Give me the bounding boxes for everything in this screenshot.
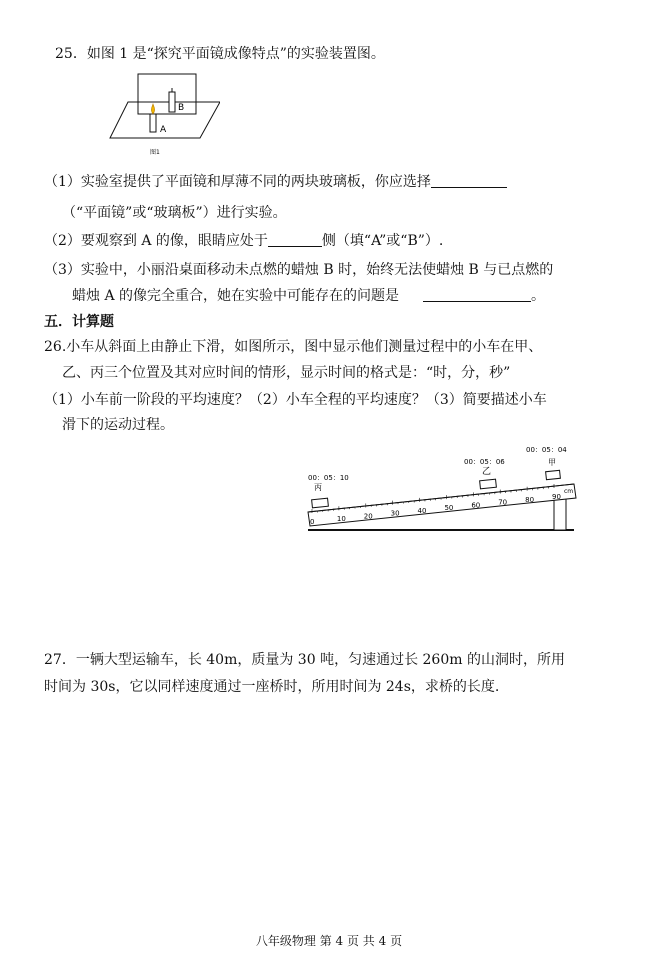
q25-title: 25．如图 1 是“探究平面镜成像特点”的实验装置图。 — [55, 46, 385, 62]
q25-part1-line2: （“平面镜”或“玻璃板”）进行实验。 — [62, 205, 287, 221]
ruler-tick-label: 90 — [552, 493, 561, 501]
candle-b-label: B — [178, 103, 185, 113]
q25-answer-blank-2[interactable] — [268, 232, 322, 247]
ruler — [308, 484, 576, 526]
cart-yi — [464, 458, 505, 489]
ruler-tick-label: 60 — [471, 501, 481, 510]
q26-line2: 乙、丙三个位置及其对应时间的情形，显示时间的格式是：“时，分，秒” — [62, 365, 511, 381]
candle-a-label: A — [160, 125, 167, 135]
q25-part2 — [44, 231, 443, 251]
ruler-unit: cm — [564, 488, 574, 495]
mirror-experiment-figure — [108, 72, 220, 158]
q25-part1-text: （1）实验室提供了平面镜和厚薄不同的两块玻璃板，你应选择 — [44, 174, 431, 190]
candle-a-flame — [151, 104, 154, 114]
figure-caption: 图1 — [150, 149, 160, 156]
cart-jia — [526, 446, 567, 480]
cart-bing — [308, 474, 349, 508]
q25-part3-line1: （3）实验中，小丽沿桌面移动未点燃的蜡烛 B 时，始终无法使蜡烛 B 与已点燃的 — [44, 262, 554, 278]
ruler-tick-label: 30 — [390, 509, 400, 518]
q27-line2: 时间为 30s，它以同样速度通过一座桥时，所用时间为 24s，求桥的长度. — [44, 679, 500, 695]
time-bing: 00：05：10 — [308, 474, 349, 482]
candle-b — [169, 92, 175, 112]
ruler-tick-label: 70 — [498, 498, 508, 507]
time-jia: 00：05：04 — [526, 446, 567, 454]
ruler-tick-label: 80 — [525, 495, 535, 504]
q25-answer-blank-3[interactable] — [423, 287, 531, 302]
ruler-tick-label: 10 — [336, 515, 346, 524]
q25-part3-line2 — [72, 286, 545, 306]
label-yi: 乙 — [482, 467, 492, 477]
ruler-tick-label: 0 — [310, 518, 315, 526]
q25-part1-line1 — [44, 172, 507, 192]
q27-line1: 27．一辆大型运输车，长 40m，质量为 30 吨，匀速通过长 260m 的山洞时，所用 — [44, 652, 565, 668]
ruler-tick-label: 50 — [444, 504, 454, 513]
time-yi: 00：05：06 — [464, 458, 505, 466]
q26-line1: 26.小车从斜面上由静止下滑，如图所示，图中显示他们测量过程中的小车在甲、 — [44, 339, 543, 355]
ruler-tick-label: 40 — [417, 506, 427, 515]
label-jia: 甲 — [548, 458, 556, 467]
ruler-tick-label: 20 — [363, 512, 373, 521]
q25-answer-blank-1[interactable] — [431, 173, 507, 188]
incline-track-figure — [302, 440, 592, 532]
page-footer: 八年级物理 第 4 页 共 4 页 — [255, 934, 403, 948]
q25-part2-text: （2）要观察到 A 的像，眼睛应处于 — [44, 233, 268, 249]
q26-line4: 滑下的运动过程。 — [62, 417, 174, 433]
support-post — [554, 498, 566, 530]
q26-line3: （1）小车前一阶段的平均速度？（2）小车全程的平均速度？（3）简要描述小车 — [44, 392, 547, 408]
q25-part3-end: 。 — [531, 288, 546, 304]
candle-a — [150, 114, 156, 132]
label-bing: 丙 — [314, 483, 322, 492]
q25-part2-tail: 侧（填“A”或“B”）. — [321, 233, 444, 249]
glass-plate — [138, 74, 196, 114]
section-title: 五．计算题 — [44, 314, 114, 330]
q25-part3-text: 蜡烛 A 的像完全重合，她在实验中可能存在的问题是 — [72, 288, 400, 304]
